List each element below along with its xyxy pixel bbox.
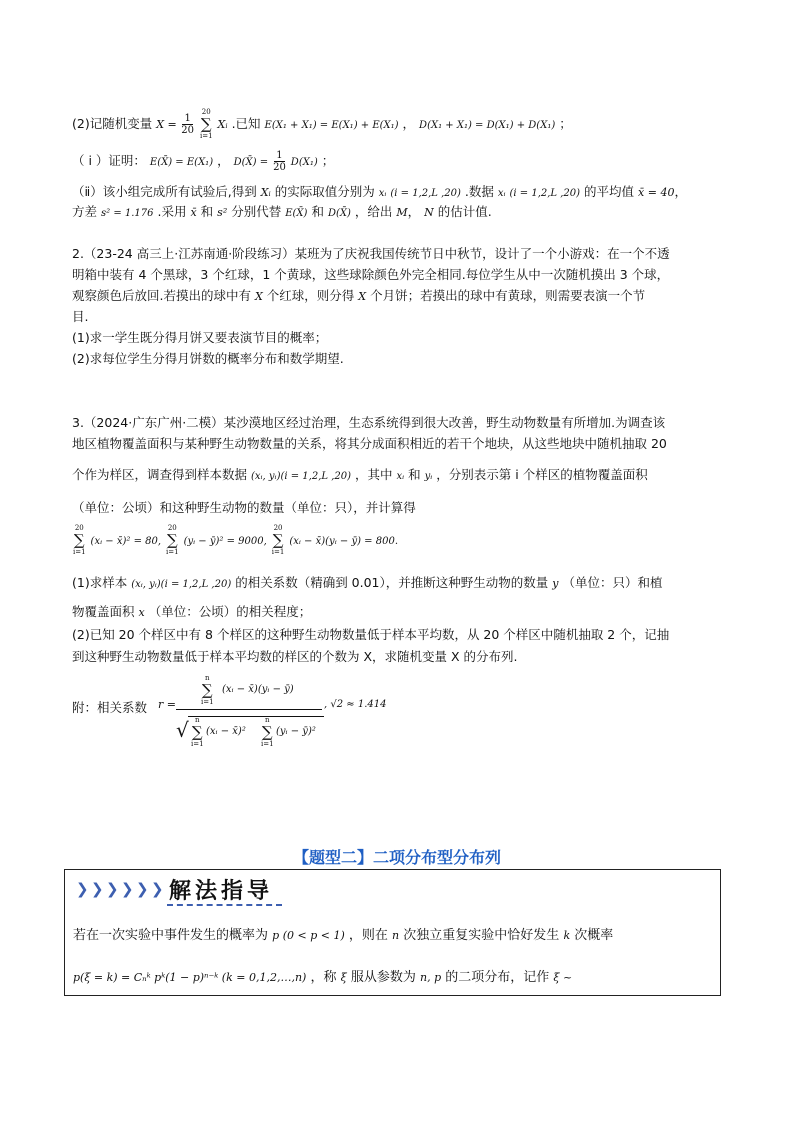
q3-line3: 个作为样区，调查得到样本数据 (xᵢ, yᵢ)(i = 1,2,L ,20) ，其中 xᵢ 和 yᵢ ，分别表示第 i 个样区的植物覆盖面积 bbox=[72, 467, 648, 482]
q2-line1: 2.（23-24 高三上·江苏南通·阶段练习）某班为了庆祝我国传统节日中秋节，设计了一个小游戏：在一个不透 bbox=[72, 246, 670, 261]
guide-line1: 若在一次实验中事件发生的概率为 p (0 < p < 1) ，则在 n 次独立重复实验中恰好发生 k 次概率 bbox=[73, 928, 614, 943]
q3-line1: 3.（2024·广东广州·二模）某沙漠地区经过治理，生态系统得到很大改善，野生动物数量有所增加.为调查该 bbox=[72, 415, 666, 430]
q2-line2: 明箱中装有 4 个黑球，3 个红球，1 个黄球，这些球除颜色外完全相同.每位学生从中一次随机摸出 3 个球， bbox=[72, 267, 670, 282]
variance-identity: D(X₁ + X₁) = D(X₁) + D(X₁) bbox=[419, 120, 556, 131]
fraction-1-20-b: $\frac{1}{20}$ bbox=[273, 150, 286, 173]
summation: 20 ∑ i=1 bbox=[73, 524, 86, 556]
q1-sub-i-line: （ ⅰ ）证明： E(X̄) = E(X₁) ， D(X̄) = $\frac{1}{20}$ D(X₁) ； bbox=[72, 150, 335, 173]
q3-sums-line: 20 ∑ i=1 (xᵢ − x̄)² = 80, 20 ∑ i=1 (yᵢ − ȳ)² = 9000, 20 ∑ i=1 (xᵢ − x̄)(yᵢ − ȳ) = 800. bbox=[73, 524, 399, 556]
q3-part1-line2: 物覆盖面积 x （单位：公顷）的相关程度； bbox=[72, 604, 312, 619]
chevron-arrows-icon: ❯ ❯ ❯ ❯ ❯ ❯ bbox=[76, 880, 164, 898]
fraction-bar bbox=[176, 709, 322, 710]
q2-line3: 观察颜色后放回.若摸出的球中有 X 个红球，则分得 X 个月饼；若摸出的球中有黄球，则需要表演一个节 bbox=[72, 288, 646, 303]
fraction-1-20: $\frac{1}{20}$ bbox=[181, 113, 194, 136]
q3-part2-line1: (2)已知 20 个样区中有 8 个样区的这种野生动物数量低于样本平均数，从 20 个样区中随机抽取 2 个，记抽 bbox=[72, 627, 670, 642]
sub-i-eq1: E(X̄) = E(X₁) bbox=[149, 157, 214, 168]
summation: 20 ∑ i=1 bbox=[199, 108, 213, 140]
q1-sub-ii-line1: （ⅱ）该小组完成所有试验后,得到 Xᵢ 的实际取值分别为 xᵢ (i = 1,2,L ,20) .数据 xᵢ (i = 1,2,L ,20) 的平均值 x̄ = 40， bbox=[72, 184, 687, 199]
summation: 20 ∑ i=1 bbox=[271, 524, 285, 556]
method-guide-box bbox=[64, 869, 721, 996]
q1-sub-ii-line2: 方差 s² = 1.176 .采用 x̄ 和 s² 分别代替 E(X̄) 和 D(X̄) ，给出 M， N 的估计值. bbox=[72, 204, 492, 219]
q3-line4: （单位：公顷）和这种野生动物的数量（单位：只），并计算得 bbox=[72, 500, 416, 515]
guide-label: 解法指导 bbox=[169, 878, 274, 904]
q3-line2: 地区植物覆盖面积与某种野生动物数量的关系，将其分成面积相近的若干个地块，从这些地块中随机抽取 20 bbox=[72, 436, 667, 451]
q1-part2-line: (2)记随机变量 X = $\frac{1}{20}$ 20 ∑ i=1 Xᵢ .已知 E(X₁ + X₁) = E(X₁) + E(X₁) ， D(X₁ + X₁) = D(X₁) + D(X₁) ； bbox=[72, 108, 572, 140]
guide-line2: p(ξ = k) = Cₙᵏ pᵏ(1 − p)ⁿ⁻ᵏ (k = 0,1,2,…,n) ，称 ξ 服从参数为 n, p 的二项分布，记作 ξ ~ bbox=[73, 970, 573, 985]
guide-underline bbox=[167, 904, 282, 906]
q3-part2-line2: 到这种野生动物数量低于样本平均数的样区的个数为 X，求随机变量 X 的分布列. bbox=[72, 649, 518, 664]
var-X: X bbox=[156, 118, 165, 131]
expectation-identity: E(X₁ + X₁) = E(X₁) + E(X₁) bbox=[264, 120, 399, 131]
q2-part2: (2)求每位学生分得月饼数的概率分布和数学期望. bbox=[72, 351, 344, 366]
q3-part1-line1: (1)求样本 (xᵢ, yᵢ)(i = 1,2,L ,20) 的相关系数（精确到 0.01），并推断这种野生动物的数量 y （单位：只）和植 bbox=[72, 575, 663, 590]
q2-part1: (1)求一学生既分得月饼又要表演节目的概率； bbox=[72, 330, 328, 345]
q1-part2-intro: (2)记随机变量 bbox=[72, 116, 153, 131]
q2-line4: 目. bbox=[72, 309, 89, 324]
summation: 20 ∑ i=1 bbox=[166, 524, 179, 556]
section-title: 【题型二】二项分布型分布列 bbox=[292, 848, 501, 867]
document-page: (2)记随机变量 X = $\frac{1}{20}$ 20 ∑ i=1 Xᵢ .已知 E(X₁ + X₁) = E(X₁) + E(X₁) ， D(X₁ + X₁) = D(X₁) + D(X₁) ； （ ⅰ ）证明： E(X̄) = E(X₁) ， D(X̄) = $\frac{1}{20}$ D(X₁) ； （ⅱ）该小组完成所有试验后,得到 Xᵢ 的实际取值分别为 xᵢ (i = 1,2,L ,20) .数据 xᵢ (i = 1,2,L ,20) 的平均值 x̄ = 40， 方差 s² = 1.176 .采用 x̄ 和 s² 分别代替 E(X̄) 和 D(X̄) ，给出 M， N 的估计值. 2.（23-24 高三上·江苏南通·阶段练习）某班为了庆祝我国传统节日中秋节，设计了一个小游戏：在一个不透 明箱中装有 4 个黑球，3 个红球，1 个黄球，这些球除颜色外完全相同.每位学生从中一次随机摸出 3 个球， 观察颜色后放回.若摸出的球中有 X 个红球，则分得 X 个月饼；若摸出的球中有黄球，则需要表演一个节 目. (1)求一学生既分得月饼又要表演节目的概率； (2)求每位学生分得月饼数的概率分布和数学期望. 3.（2024·广东广州·二模）某沙漠地区经过治理，生态系统得到很大改善，野生动物数量有所增加.为调查该 地区植物覆盖面积与某种野生动物数量的关系，将其分成面积相近的若干个地块，从这些地块中随机抽取 20 个作为样区，调查得到样本数据 (xᵢ, yᵢ)(i = 1,2,L ,20) ，其中 xᵢ 和 yᵢ ，分别表示第 i 个样区的植物覆盖面积 （单位：公顷）和这种野生动物的数量（单位：只），并计算得 20 ∑ i=1 (xᵢ − x̄)² = 80, 20 ∑ i=1 (yᵢ − ȳ)² = 9000, 20 ∑ i=1 (xᵢ − x̄)(yᵢ − ȳ) = 800. (1)求样本 (xᵢ, yᵢ)(i = 1,2,L ,20) 的相关系数（精确到 0.01），并推断这种野生动物的数量 y （单位：只）和植 物覆盖面积 x （单位：公顷）的相关程度； (2)已知 20 个样区中有 8 个样区的这种野生动物数量低于样本平均数，从 20 个样区中随机抽取 2 个，记抽 到这种野生动物数量低于样本平均数的样区的个数为 X，求随机变量 X 的分布列. 附：相关系数 r = n ∑ i=1 (xᵢ − x̄)(yᵢ − ȳ) √ n ∑ i=1 (xᵢ − x̄)² n ∑ i=1 (yᵢ − ȳ)² , √2 ≈ 1.414 【题型二】二项分布型分布列 ❯ ❯ ❯ ❯ ❯ ❯ 解法指导 若在一次实验中事件发生的概率为 p (0 < p < 1) ，则在 n 次独立重复实验中恰好发生 k 次概率 p(ξ = k) = Cₙᵏ pᵏ(1 − p)ⁿ⁻ᵏ (k = 0,1,2,…,n) ，称 ξ 服从参数为 n, p 的二项分布，记作 ξ ~ bbox=[0, 0, 794, 1123]
